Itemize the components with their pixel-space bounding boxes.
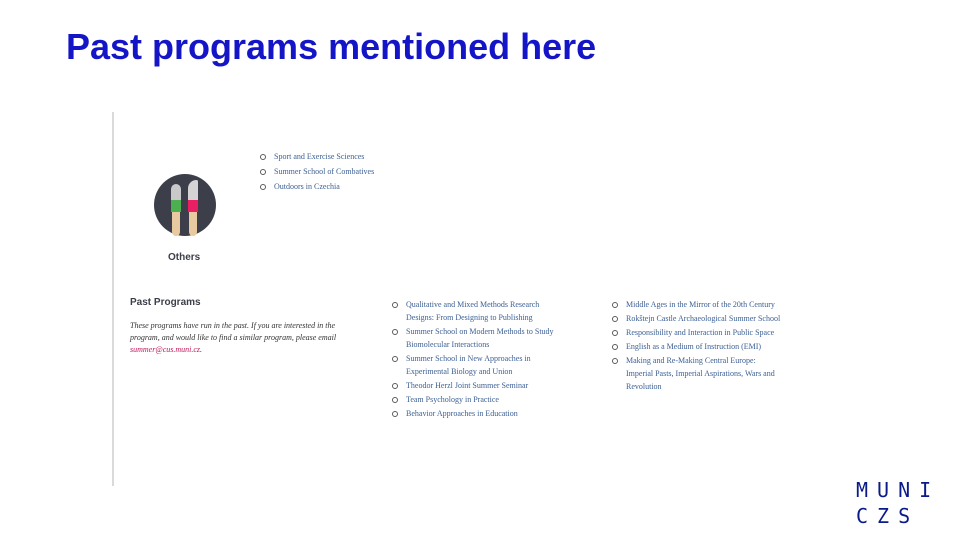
program-link[interactable]: Middle Ages in the Mirror of the 20th Century <box>612 298 782 311</box>
program-link[interactable]: Making and Re-Making Central Europe: Imperial Pasts, Imperial Aspirations, Wars and Revolution <box>612 354 782 393</box>
others-category-label: Others <box>168 252 201 263</box>
program-link[interactable]: Rokštejn Castle Archaeological Summer School <box>612 312 782 325</box>
program-link[interactable]: Behavior Approaches in Education <box>392 407 562 420</box>
others-program-list <box>260 150 410 195</box>
description-end: . <box>200 345 203 354</box>
program-link[interactable]: Qualitative and Mixed Methods Research Designs: From Designing to Publishing <box>392 298 562 324</box>
embedded-website-screenshot <box>112 112 802 488</box>
paintbrushes-icon <box>154 174 216 236</box>
program-link[interactable]: English as a Medium of Instruction (EMI) <box>612 340 782 353</box>
logo-line-2: CZS <box>856 504 920 528</box>
program-link[interactable]: Responsibility and Interaction in Public Space <box>612 326 782 339</box>
slide-title: Past programs mentioned here <box>66 26 597 67</box>
program-link[interactable]: Sport and Exercise Sciences <box>260 150 410 163</box>
program-link[interactable]: Theodor Herzl Joint Summer Seminar <box>392 379 562 392</box>
program-link[interactable]: Summer School in New Approaches in Experimental Biology and Union <box>392 352 562 378</box>
muni-czs-logo <box>856 477 940 529</box>
program-link[interactable]: Outdoors in Czechia <box>260 180 410 193</box>
description-text: These programs have run in the past. If you are interested in the program, and would like to find a similar program, please email <box>130 321 337 342</box>
email-link[interactable]: summer@cus.muni.cz <box>130 345 201 354</box>
page-divider <box>112 112 114 486</box>
logo-line-1: MUNI <box>856 478 941 502</box>
past-programs-column-2 <box>612 298 782 394</box>
program-link[interactable]: Team Psychology in Practice <box>392 393 562 406</box>
past-programs-heading: Past Programs <box>130 297 201 308</box>
past-programs-column-1 <box>392 298 562 421</box>
program-link[interactable]: Summer School of Combatives <box>260 165 410 178</box>
program-link[interactable]: Summer School on Modern Methods to Study Biomolecular Interactions <box>392 325 562 351</box>
past-programs-description <box>130 320 340 356</box>
